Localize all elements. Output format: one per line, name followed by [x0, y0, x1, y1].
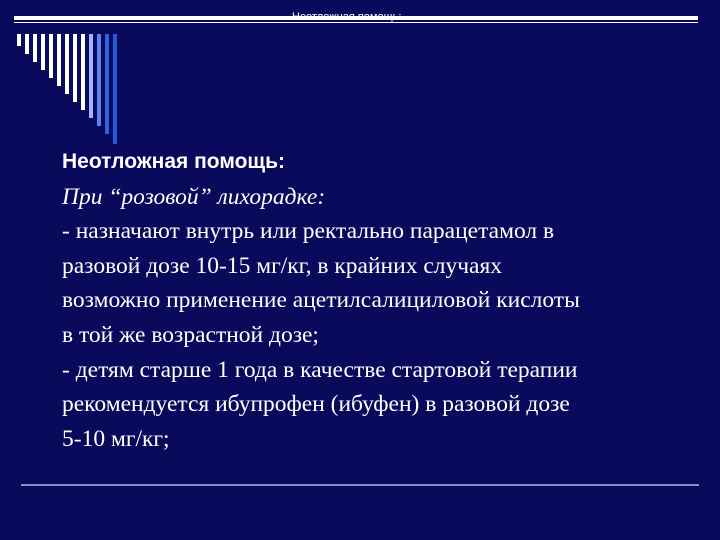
stripe	[73, 34, 77, 102]
body-line: 5-10 мг/кг;	[62, 425, 170, 452]
slide-body	[62, 145, 702, 456]
body-line: в той же возрастной дозе;	[62, 321, 319, 348]
stripe	[33, 34, 37, 62]
stripe	[105, 34, 109, 134]
stripe	[81, 34, 85, 110]
stripe	[49, 34, 53, 78]
stripe	[57, 34, 61, 86]
decorative-stripes	[0, 0, 130, 150]
stripe	[65, 34, 69, 94]
stripe	[113, 34, 117, 144]
stripe	[25, 34, 29, 54]
stripe	[89, 34, 93, 118]
stripe	[41, 34, 45, 70]
body-line: рекомендуется ибупрофен (ибуфен) в разовой дозе	[62, 391, 570, 418]
bottom-divider	[21, 484, 699, 486]
stripe	[97, 34, 101, 126]
stripe	[17, 34, 21, 46]
body-line: возможно применение ацетилсалициловой кислоты	[62, 287, 580, 314]
body-line: разовой дозе 10-15 мг/кг, в крайних случаях	[62, 252, 503, 279]
slide-subheading: При “розовой” лихорадке:	[62, 183, 326, 210]
slide-heading: Неотложная помощь:	[62, 150, 286, 173]
body-line: - детям старше 1 года в качестве стартовой терапии	[62, 356, 578, 383]
body-line: - назначают внутрь или ректально парацетамол в	[62, 218, 555, 245]
